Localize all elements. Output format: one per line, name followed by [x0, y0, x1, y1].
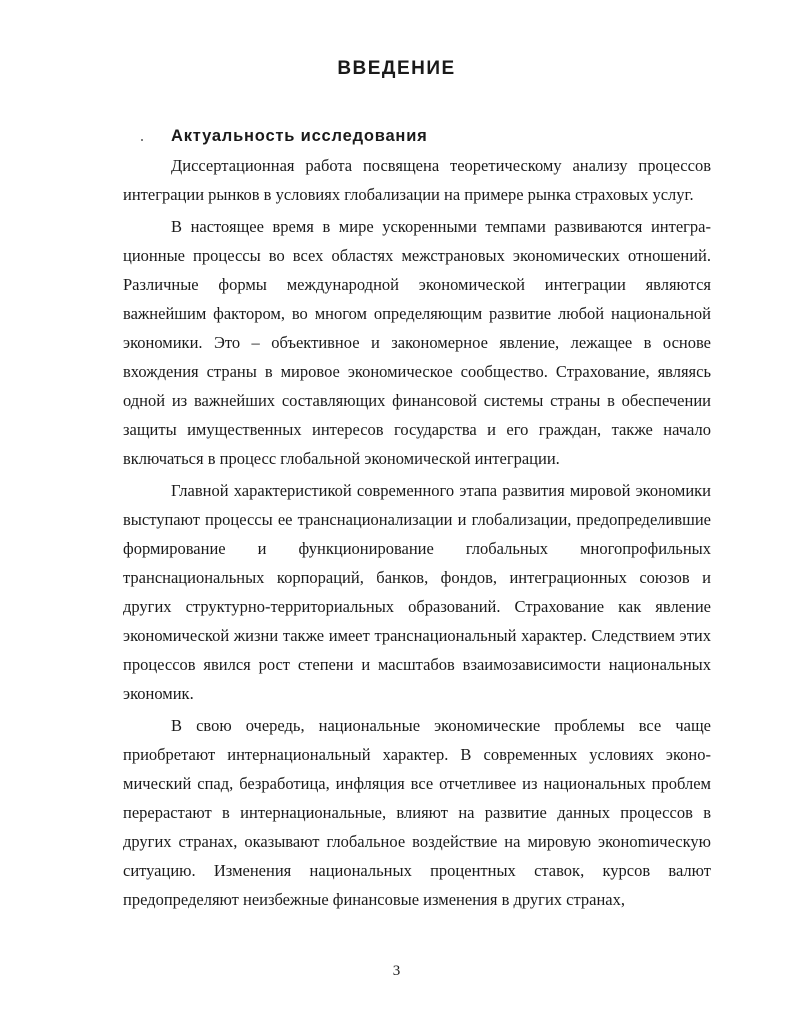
section-heading: Актуальность исследования	[171, 127, 428, 145]
paragraph-3: Главной характеристикой современного этапа развития мировой экономики выступают процессы ее транснационализации и глобализации, предопределившие формирование и функционирование глобальных многопрофильных транснациональных корпораций, банков, фондов, интеграционных союзов и других структурно-территориальных образований. Страхование как явление экономической жизни также имеет транснациональный характер. Следствием этих процессов явился рост степени и масштабов взаимозависимости национальных экономик.	[123, 481, 711, 703]
paragraph-4: В свою очередь, национальные экономические проблемы все чаще приобретают интернациональный характер. В современных условиях экономический спад, безработица, инфляция все отчетливее из национальных проблем перерастают в интернациональные, влияют на развитие данных процессов в других странах, оказывают глобальное воздействие на мировую эконоmическую ситуацию. Изменения национальных процентных ставок, курсов валют предопределяют неизбежные финансовые изменения в других странах,	[123, 716, 711, 909]
page-number: 3	[392, 963, 401, 979]
body-text	[123, 122, 711, 914]
page-title: ВВЕДЕНИЕ	[337, 58, 456, 79]
paragraph-1: Диссертационная работа посвящена теоретическому анализу процессов интеграции рынков в условиях глобализации на примере рынка страховых услуг.	[123, 156, 711, 204]
paragraph-2: В настоящее время в мире ускоренными темпами развиваются интеграционные процессы во всех областях межстрановых экономических отношений. Различные формы международной экономической интеграции являются важнейшим фактором, во многом определяющим развитие любой национальной экономики. Это – объективное и закономерное явление, лежащее в основе вхождения страны в мировое экономическое сообщество. Страхование, являясь одной из важнейших составляющих финансовой системы страны в обеспечении защиты имущественных интересов государства и его граждан, также начало включаться в процесс глобальной экономической интеграции.	[123, 217, 711, 468]
